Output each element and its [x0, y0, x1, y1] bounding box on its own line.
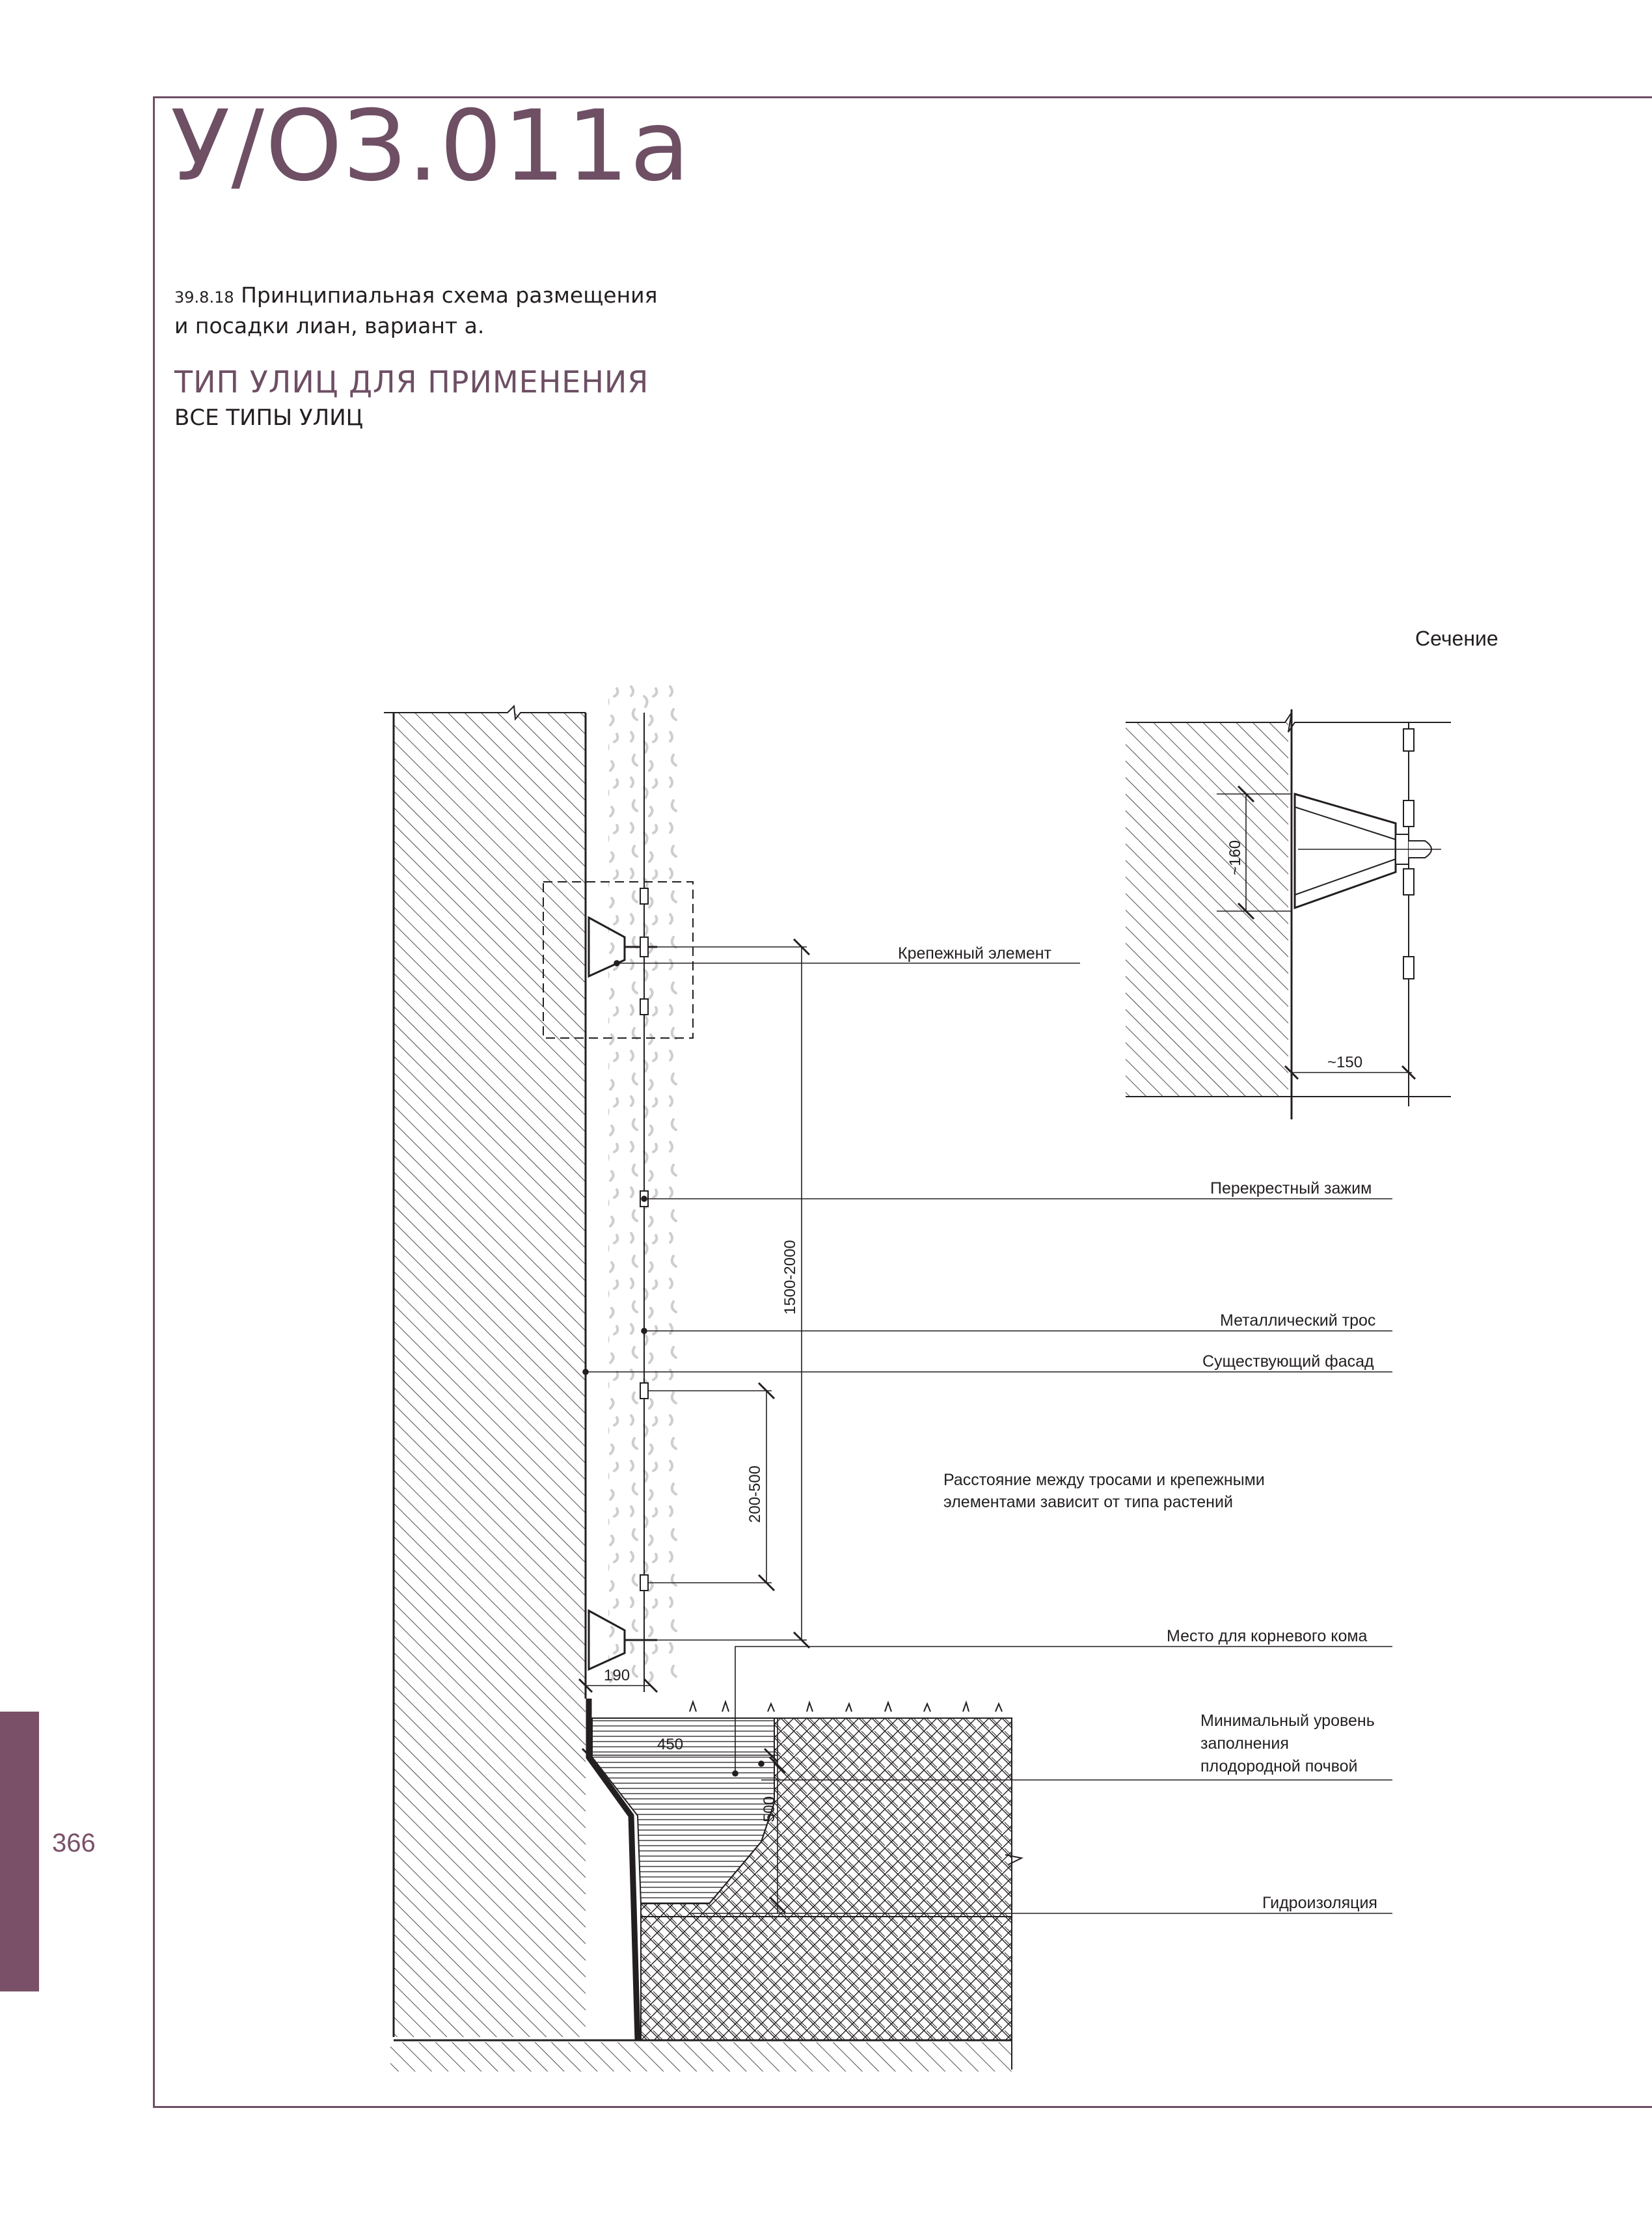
label-metal-cable: Металлический трос [1220, 1311, 1376, 1330]
label-existing-facade: Существующий фасад [1202, 1352, 1374, 1371]
cross-clamp [640, 1383, 648, 1399]
ground-bottom-hatch [390, 2042, 1012, 2072]
dim-190: 190 [604, 1667, 630, 1684]
caption-line-2: и посадки лиан, вариант а. [174, 313, 485, 338]
label-min-soil-1: Минимальный уровень [1200, 1712, 1375, 1730]
section-wall-hatch [1126, 722, 1288, 1097]
dim-500: 500 [761, 1796, 778, 1822]
label-min-soil-2: заполнения [1200, 1734, 1289, 1753]
dim-1500-2000: 1500-2000 [781, 1240, 799, 1315]
label-min-soil-3: плодородной почвой [1200, 1757, 1358, 1775]
note-line-1: Расстояние между тросами и крепежными [943, 1471, 1265, 1489]
dim-160: ~160 [1226, 840, 1244, 875]
section-fastener [1295, 794, 1396, 908]
grass [690, 1702, 1002, 1712]
street-type-title: ТИП УЛИЦ ДЛЯ ПРИМЕНЕНИЯ [174, 364, 649, 400]
label-cross-clamp: Перекрестный зажим [1210, 1179, 1372, 1197]
caption-line-1: Принципиальная схема размещения [241, 282, 658, 308]
page-title: У/ОЗ.011а [170, 90, 692, 203]
dim-200-500: 200-500 [746, 1465, 764, 1523]
wall-hatch [394, 713, 586, 2037]
section-title: Сечение [1415, 627, 1498, 650]
dim-150: ~150 [1327, 1054, 1363, 1071]
street-type-value: ВСЕ ТИПЫ УЛИЦ [174, 405, 364, 431]
cross-clamp [640, 1575, 648, 1591]
page-number: 366 [52, 1829, 96, 1857]
label-waterproofing: Гидроизоляция [1262, 1894, 1377, 1912]
note-line-2: элементами зависит от типа растений [943, 1493, 1233, 1511]
caption-number: 39.8.18 [174, 288, 234, 307]
label-root-ball: Место для корневого кома [1167, 1627, 1368, 1645]
dim-450: 450 [657, 1736, 684, 1753]
label-fastener: Крепежный элемент [898, 944, 1051, 963]
